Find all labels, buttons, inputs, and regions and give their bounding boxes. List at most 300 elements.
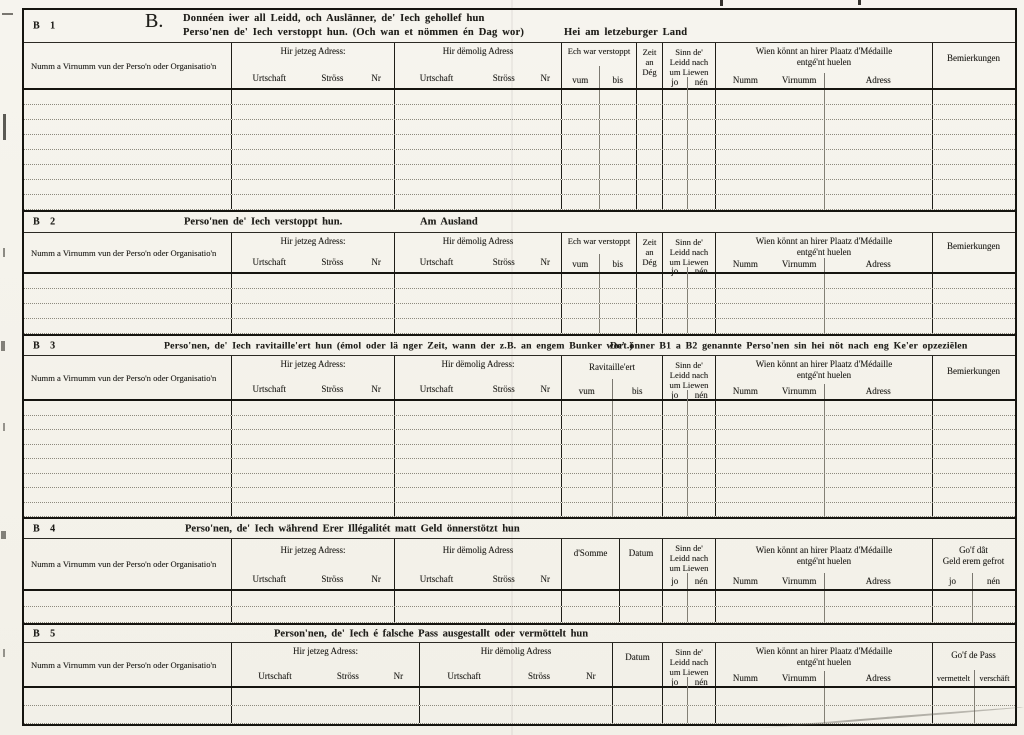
entry-cell xyxy=(688,688,716,705)
entry-cell xyxy=(24,488,232,502)
sub-col-stross: Ströss xyxy=(492,73,515,83)
entry-cell xyxy=(24,120,232,134)
entry-cell xyxy=(24,706,232,723)
sub-col-nen: nén xyxy=(694,77,708,87)
entry-cell xyxy=(395,165,562,179)
entry-cell xyxy=(232,150,395,164)
entry-cell xyxy=(688,105,716,119)
col-sinn xyxy=(663,233,716,276)
title-line-2-suffix: Hei am letzeburger Land xyxy=(564,27,688,38)
entry-cell xyxy=(395,430,562,444)
col-wien xyxy=(716,233,933,272)
entry-cell xyxy=(562,474,613,488)
col-ravitailleert xyxy=(562,356,663,399)
entry-cell xyxy=(562,488,613,502)
col-zeit-l3: Dég xyxy=(642,257,657,267)
sub-col-nr: Nr xyxy=(393,671,404,681)
sub-col-adress: Adress xyxy=(865,75,891,85)
col-datum xyxy=(620,539,663,589)
sub-col-stross: Ströss xyxy=(321,384,344,394)
entry-cell xyxy=(232,319,395,333)
entry-cell xyxy=(395,289,562,303)
col-demolig-adress xyxy=(420,643,613,686)
entry-row xyxy=(24,135,1015,150)
entry-cell xyxy=(24,416,232,430)
sub-cols xyxy=(232,257,394,272)
section-id: B 2 xyxy=(33,216,59,228)
entry-cell xyxy=(933,289,1014,303)
sub-col-adress: Adress xyxy=(865,673,891,683)
sub-col-urtschaft: Urtschaft xyxy=(447,671,481,681)
sub-cols xyxy=(663,390,715,403)
entry-cell xyxy=(232,105,395,119)
entry-cell xyxy=(825,165,933,179)
entry-cell xyxy=(716,607,825,622)
entry-row xyxy=(24,289,1015,304)
col-group-label: Hir jetzeg Adress: xyxy=(280,46,346,56)
entry-cell xyxy=(716,90,825,104)
sub-cols xyxy=(716,73,932,88)
sub-col-urtschaft: Urtschaft xyxy=(419,73,454,83)
entry-cell xyxy=(232,488,395,502)
entry-cell xyxy=(24,430,232,444)
entry-cell xyxy=(395,120,562,134)
entry-row xyxy=(24,706,1015,724)
sub-col-nen: nén xyxy=(987,576,1000,586)
sub-col-nr: Nr xyxy=(586,671,596,681)
col-sinn-label: Sinn de' Leidd nach um Liewen xyxy=(669,543,709,573)
section-b1-title-row xyxy=(24,10,1015,42)
entry-cell xyxy=(716,445,825,459)
sub-col-stross: Ströss xyxy=(321,574,344,584)
entry-cell xyxy=(395,150,562,164)
sub-col-virnumm: Virnumm xyxy=(775,384,825,399)
col-zeit-l2: an xyxy=(645,57,654,67)
scan-artifact xyxy=(3,114,6,140)
entry-cell xyxy=(232,180,395,194)
entry-cell xyxy=(716,459,825,473)
entry-row xyxy=(24,445,1015,460)
entry-cell xyxy=(716,688,825,705)
entry-row xyxy=(24,430,1015,445)
sub-col-stross: Ströss xyxy=(321,257,344,267)
entry-cell xyxy=(688,401,716,415)
col-group-label: Hir dëmolig Adress xyxy=(442,545,514,555)
entry-cell xyxy=(688,445,716,459)
entry-row xyxy=(24,180,1015,195)
sub-col-adress: Adress xyxy=(865,386,891,396)
entry-cell xyxy=(600,135,637,149)
col-sinn xyxy=(663,643,716,686)
entry-cell xyxy=(637,195,663,209)
entry-cell xyxy=(562,304,600,318)
col-group-label: Hir dëmolig Adress xyxy=(442,236,514,246)
section-b1-body xyxy=(24,90,1015,210)
entry-row xyxy=(24,120,1015,135)
form-letter: B. xyxy=(145,10,164,32)
entry-cell xyxy=(562,90,600,104)
section-b2-header xyxy=(24,232,1015,274)
sub-cols xyxy=(716,573,932,589)
entry-cell xyxy=(600,165,637,179)
col-group-label: Bemierkungen xyxy=(947,241,1000,251)
entry-row xyxy=(24,474,1015,489)
sub-col-numm: Numm xyxy=(732,259,758,269)
scan-artifact xyxy=(2,13,13,15)
col-group-label: Ravitaille'ert xyxy=(588,362,636,372)
col-demolig-adress xyxy=(395,539,562,589)
scan-artifact xyxy=(1,531,6,539)
entry-cell xyxy=(600,319,637,333)
sub-col-nr: Nr xyxy=(371,257,381,267)
entry-row xyxy=(24,591,1015,607)
entry-row xyxy=(24,304,1015,319)
entry-cell xyxy=(933,319,1014,333)
sub-cols xyxy=(395,384,561,399)
sub-col-vum: vum xyxy=(562,254,600,272)
section-b3-body xyxy=(24,401,1015,517)
sub-col-nr: Nr xyxy=(371,384,381,394)
sub-col-jo: jo xyxy=(663,573,688,589)
entry-cell xyxy=(24,304,232,318)
entry-cell xyxy=(24,319,232,333)
entry-row xyxy=(24,401,1015,416)
entry-cell xyxy=(395,401,562,415)
entry-cell xyxy=(232,591,395,606)
col-datum xyxy=(613,643,663,686)
entry-cell xyxy=(613,706,663,723)
entry-cell xyxy=(716,105,825,119)
entry-row xyxy=(24,459,1015,474)
entry-cell xyxy=(825,304,933,318)
sub-col-nen: nén xyxy=(694,390,708,400)
entry-cell xyxy=(562,180,600,194)
col-name-label: Numm a Virnumm vun der Perso'n oder Organisatio'n xyxy=(31,372,217,383)
sub-col-urtschaft: Urtschaft xyxy=(419,384,454,394)
entry-cell xyxy=(933,304,1014,318)
entry-cell xyxy=(395,591,562,606)
entry-cell xyxy=(395,488,562,502)
sub-col-stross: Ströss xyxy=(492,257,515,267)
entry-cell xyxy=(232,445,395,459)
entry-cell xyxy=(637,304,663,318)
entry-cell xyxy=(637,90,663,104)
sub-col-nr: Nr xyxy=(540,73,550,83)
sub-col-bis: bis xyxy=(631,386,643,396)
entry-cell xyxy=(825,150,933,164)
col-zeit-l2: an xyxy=(645,247,654,257)
entry-cell xyxy=(663,165,688,179)
col-sinn-label: Sinn de' Leidd nach um Liewen xyxy=(669,360,709,390)
entry-cell xyxy=(395,459,562,473)
col-name xyxy=(24,539,232,589)
entry-cell xyxy=(232,304,395,318)
entry-cell xyxy=(688,289,716,303)
entry-cell xyxy=(600,90,637,104)
entry-cell xyxy=(613,416,663,430)
entry-cell xyxy=(688,90,716,104)
entry-cell xyxy=(420,706,613,723)
entry-cell xyxy=(688,474,716,488)
entry-cell xyxy=(933,401,1014,415)
sub-col-vum: vum xyxy=(562,66,600,88)
entry-cell xyxy=(663,474,688,488)
section-b4-header xyxy=(24,538,1015,591)
entry-cell xyxy=(663,607,688,622)
entry-cell xyxy=(688,607,716,622)
entry-cell xyxy=(716,430,825,444)
sub-col-vum: vum xyxy=(562,379,613,399)
entry-cell xyxy=(24,289,232,303)
sub-cols xyxy=(716,671,932,686)
sub-col-nr: Nr xyxy=(371,73,381,83)
entry-row xyxy=(24,688,1015,706)
sub-cols xyxy=(562,254,636,272)
entry-cell xyxy=(637,135,663,149)
entry-cell xyxy=(825,474,933,488)
sub-cols xyxy=(232,574,394,589)
col-group-label: Hir jetzeg Adress: xyxy=(280,359,346,369)
entry-cell xyxy=(825,488,933,502)
col-somme xyxy=(562,539,620,589)
entry-cell xyxy=(613,401,663,415)
entry-cell xyxy=(600,195,637,209)
scan-artifact xyxy=(3,649,5,657)
entry-cell xyxy=(24,591,232,606)
entry-row xyxy=(24,165,1015,180)
entry-cell xyxy=(600,304,637,318)
entry-row xyxy=(24,503,1015,518)
entry-cell xyxy=(600,274,637,288)
sub-col-urtschaft: Urtschaft xyxy=(252,73,286,83)
entry-cell xyxy=(933,607,973,622)
section-b5-title-row xyxy=(24,625,1015,642)
col-group-label: Hir jetzeg Adress: xyxy=(280,545,346,555)
sub-col-nen: nén xyxy=(694,266,708,276)
entry-cell xyxy=(613,688,663,705)
entry-cell xyxy=(825,688,933,705)
entry-cell xyxy=(663,135,688,149)
col-sinn xyxy=(663,356,716,399)
entry-cell xyxy=(24,180,232,194)
entry-cell xyxy=(232,289,395,303)
entry-cell xyxy=(232,195,395,209)
sub-col-numm: Numm xyxy=(732,673,758,683)
entry-cell xyxy=(663,591,688,606)
entry-cell xyxy=(825,401,933,415)
col-sinn-label: Sinn de' Leidd nach um Liewen xyxy=(669,47,709,77)
section-title-suffix: Am Ausland xyxy=(420,216,478,228)
entry-cell xyxy=(825,195,933,209)
entry-cell xyxy=(637,105,663,119)
entry-cell xyxy=(232,430,395,444)
sub-cols xyxy=(663,267,715,279)
section-b2 xyxy=(24,210,1015,334)
col-bemierkungen xyxy=(933,43,1014,88)
col-group-label: Hir dëmolig Adress xyxy=(480,646,552,656)
entry-cell xyxy=(933,488,1014,502)
entry-cell xyxy=(825,430,933,444)
entry-cell xyxy=(825,416,933,430)
entry-cell xyxy=(716,304,825,318)
entry-cell xyxy=(24,401,232,415)
sub-col-jo: jo xyxy=(663,267,688,279)
section-b5 xyxy=(24,623,1015,724)
entry-cell xyxy=(663,401,688,415)
col-wien xyxy=(716,643,933,686)
col-wien xyxy=(716,539,933,589)
entry-cell xyxy=(395,304,562,318)
sub-cols xyxy=(933,573,1014,589)
entry-cell xyxy=(395,319,562,333)
section-id: B 5 xyxy=(33,628,59,639)
entry-cell xyxy=(933,503,1014,517)
entry-row xyxy=(24,150,1015,165)
entry-cell xyxy=(716,474,825,488)
entry-cell xyxy=(24,195,232,209)
sub-col-virnumm: Virnumm xyxy=(775,671,825,686)
paper-fold-line xyxy=(511,0,513,735)
entry-cell xyxy=(825,607,933,622)
scan-artifact xyxy=(720,0,723,6)
entry-cell xyxy=(637,165,663,179)
entry-cell xyxy=(933,195,1014,209)
entry-cell xyxy=(232,416,395,430)
entry-cell xyxy=(663,304,688,318)
sub-col-nr: Nr xyxy=(540,384,550,394)
sub-col-nen: nén xyxy=(694,677,708,687)
col-bemierkungen xyxy=(933,356,1014,399)
entry-cell xyxy=(562,195,600,209)
entry-cell xyxy=(562,319,600,333)
entry-cell xyxy=(663,459,688,473)
entry-cell xyxy=(420,688,613,705)
entry-cell xyxy=(562,459,613,473)
col-group-label: Wien könnt an hirer Plaatz d'Médaille entgé'nt huelen xyxy=(755,646,893,667)
col-name-label: Numm a Virnumm vun der Perso'n oder Organisatio'n xyxy=(31,559,217,569)
sub-cols xyxy=(663,77,715,90)
entry-cell xyxy=(933,591,973,606)
sub-col-virnumm: Virnumm xyxy=(775,258,825,272)
sub-col-bis: bis xyxy=(612,75,623,85)
entry-cell xyxy=(663,195,688,209)
entry-cell xyxy=(688,165,716,179)
entry-cell xyxy=(663,90,688,104)
scan-artifact xyxy=(1,341,5,351)
section-b1-header xyxy=(24,42,1015,90)
section-title: Perso'nen, de' Iech ravitaille'ert hun (émol oder lä nger Zeit, wann der z.B. an engem Bunker wort.) xyxy=(164,340,633,351)
entry-cell xyxy=(562,445,613,459)
col-zeit-l1: Zeit xyxy=(642,47,657,57)
section-id: B 1 xyxy=(33,20,59,32)
entry-cell xyxy=(395,416,562,430)
entry-cell xyxy=(825,120,933,134)
entry-cell xyxy=(663,180,688,194)
col-sinn-label: Sinn de' Leidd nach um Liewen xyxy=(669,647,709,677)
entry-cell xyxy=(933,459,1014,473)
entry-cell xyxy=(716,401,825,415)
entry-cell xyxy=(24,165,232,179)
section-title-suffix: De' önner B1 a B2 genannte Perso'nen sin hei nöt nach eng Ke'er opzeziëlen xyxy=(610,340,968,351)
title-line-2 xyxy=(183,26,687,40)
entry-cell xyxy=(716,274,825,288)
entry-cell xyxy=(688,319,716,333)
entry-cell xyxy=(395,274,562,288)
entry-cell xyxy=(716,135,825,149)
entry-cell xyxy=(933,274,1014,288)
entry-cell xyxy=(232,165,395,179)
sub-col-jo: jo xyxy=(663,677,688,690)
col-name xyxy=(24,356,232,399)
entry-cell xyxy=(395,195,562,209)
col-group-label: Wien könnt an hirer Plaatz d'Médaille entgé'nt huelen xyxy=(755,236,893,257)
entry-cell xyxy=(663,289,688,303)
sub-cols xyxy=(562,66,636,88)
entry-cell xyxy=(562,607,620,622)
entry-cell xyxy=(716,180,825,194)
entry-cell xyxy=(24,445,232,459)
col-group-label: Hir jetzeg Adress: xyxy=(280,236,346,246)
col-group-label: Datum xyxy=(625,652,650,662)
entry-cell xyxy=(600,180,637,194)
entry-cell xyxy=(688,459,716,473)
section-b1 xyxy=(24,10,1015,210)
entry-cell xyxy=(825,105,933,119)
entry-cell xyxy=(613,503,663,517)
entry-cell xyxy=(600,120,637,134)
sub-col-jo: jo xyxy=(663,390,688,403)
entry-cell xyxy=(716,195,825,209)
col-jetzeg-adress xyxy=(232,643,420,686)
scan-artifact xyxy=(3,423,5,431)
entry-cell xyxy=(663,430,688,444)
col-wien xyxy=(716,43,933,88)
sub-col-nr: Nr xyxy=(371,574,381,584)
entry-cell xyxy=(825,459,933,473)
section-id: B 3 xyxy=(33,340,59,351)
entry-cell xyxy=(716,319,825,333)
section-id: B 4 xyxy=(33,523,59,534)
col-group-label: Go'f dât Geld erem gefrot xyxy=(942,545,1005,566)
entry-cell xyxy=(232,90,395,104)
entry-cell xyxy=(232,135,395,149)
col-group-label: Wien könnt an hirer Plaatz d'Médaille entgé'nt huelen xyxy=(755,545,893,566)
entry-cell xyxy=(562,165,600,179)
scan-artifact xyxy=(858,0,861,5)
entry-cell xyxy=(232,120,395,134)
entry-cell xyxy=(973,591,1014,606)
section-b3-title-row xyxy=(24,336,1015,355)
sub-col-jo: jo xyxy=(663,77,688,90)
entry-cell xyxy=(933,430,1014,444)
entry-cell xyxy=(232,459,395,473)
entry-cell xyxy=(825,591,933,606)
sub-col-jo: jo xyxy=(933,573,973,589)
col-name-label: Numm a Virnumm vun der Perso'n oder Organisatio'n xyxy=(31,60,217,71)
sub-cols xyxy=(663,677,715,690)
section-b2-body xyxy=(24,274,1015,334)
sub-col-urtschaft: Urtschaft xyxy=(419,257,454,267)
entry-cell xyxy=(933,474,1014,488)
sub-cols xyxy=(395,73,561,88)
entry-cell xyxy=(825,274,933,288)
entry-row xyxy=(24,416,1015,431)
col-gof-pass xyxy=(933,643,1014,686)
entry-cell xyxy=(232,688,420,705)
section-b5-header xyxy=(24,642,1015,688)
col-bemierkungen xyxy=(933,233,1014,272)
entry-cell xyxy=(620,591,663,606)
